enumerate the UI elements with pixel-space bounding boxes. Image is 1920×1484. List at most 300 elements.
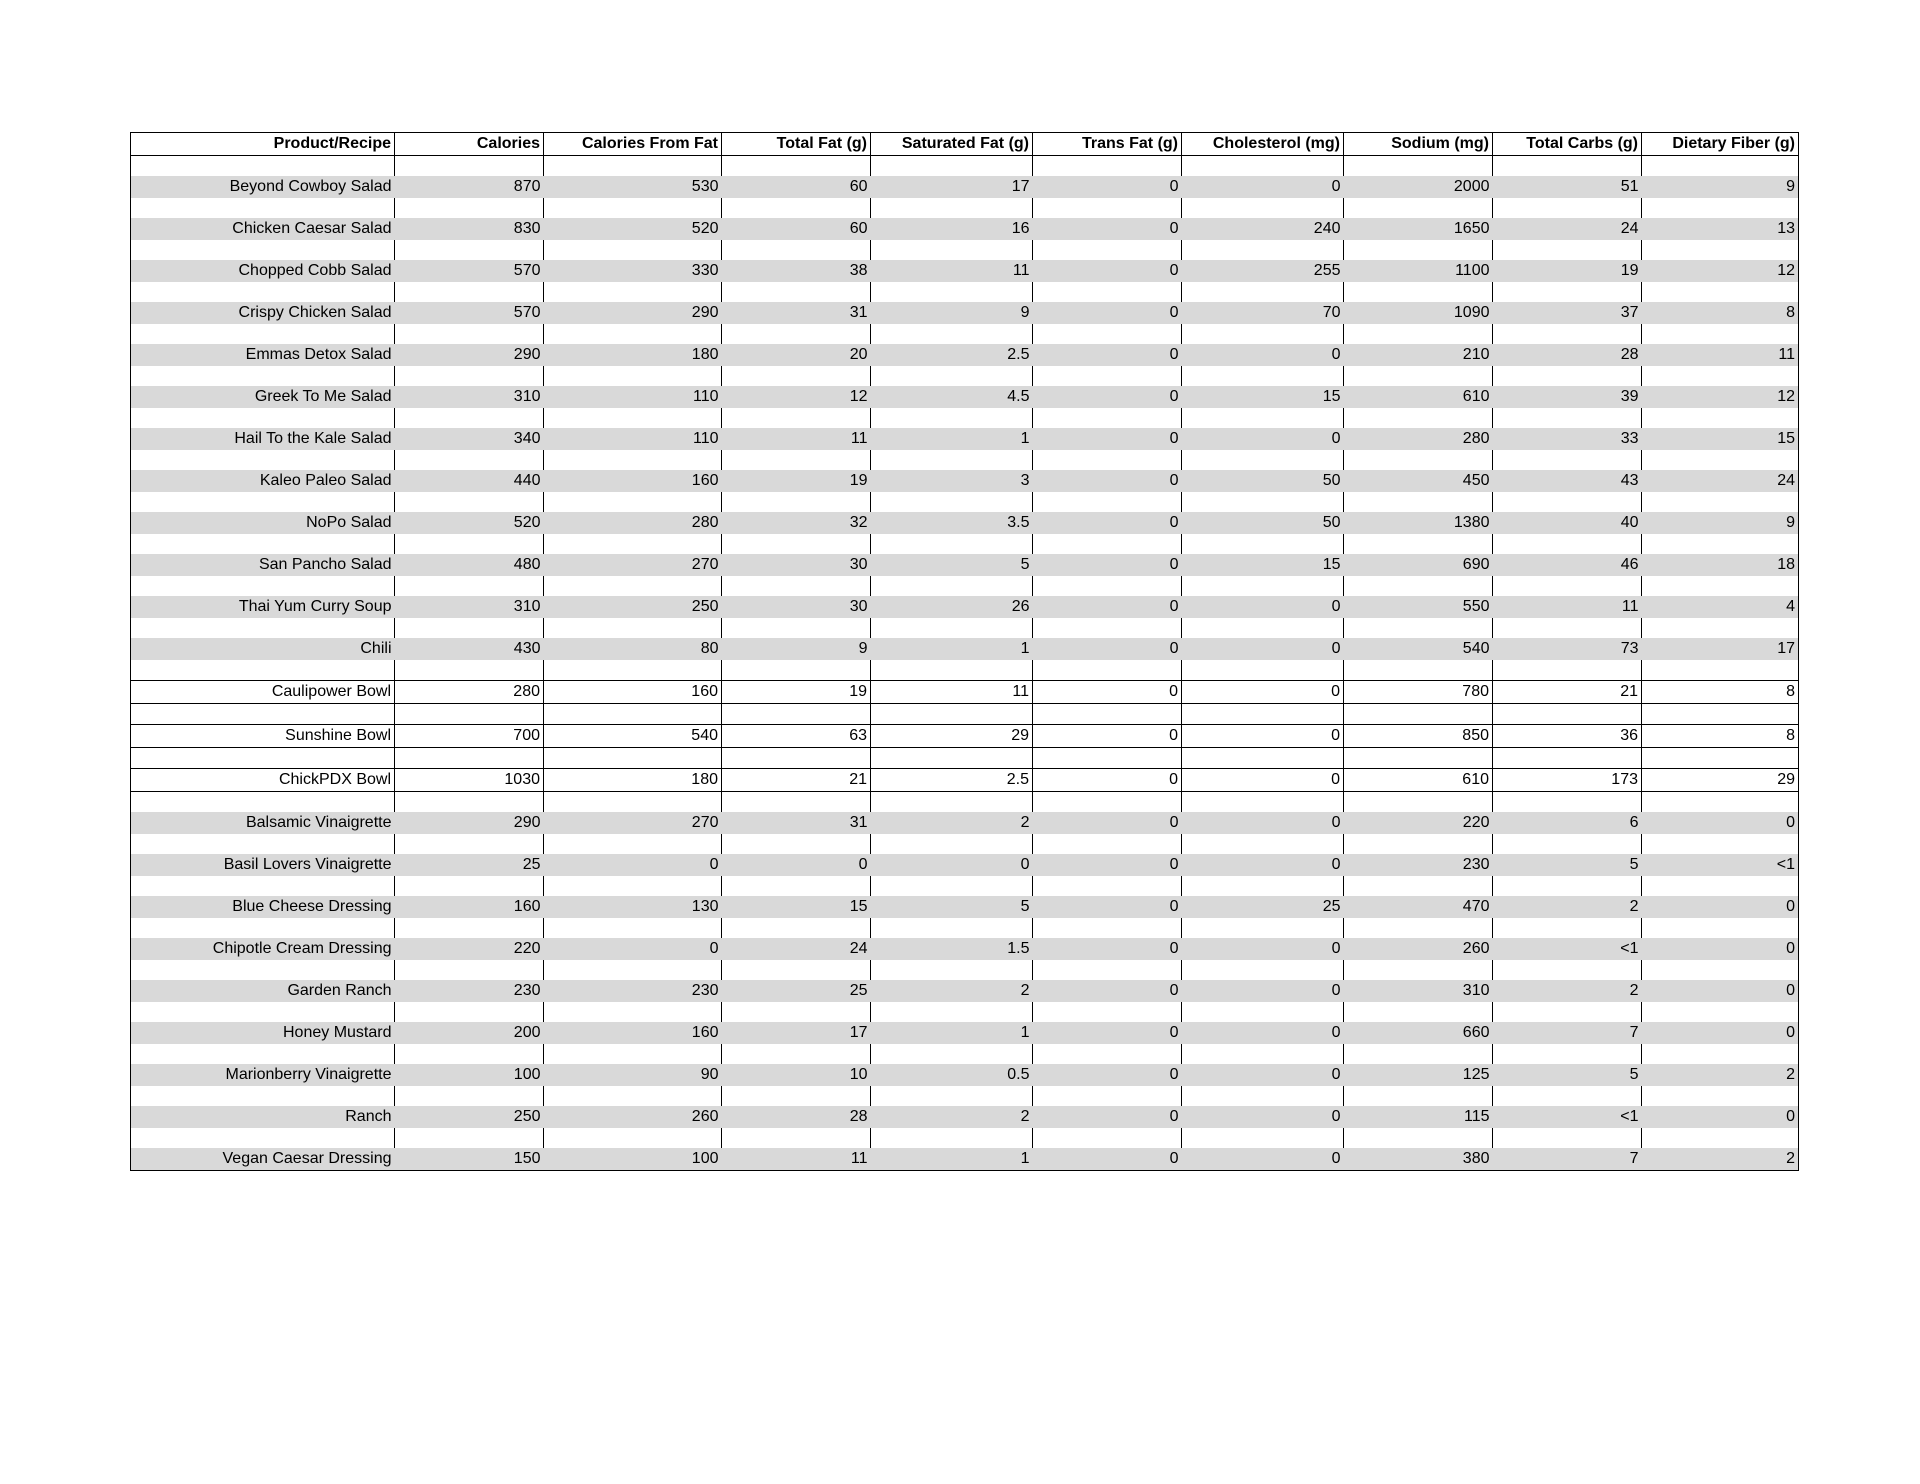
value-cell: 130 bbox=[544, 896, 722, 918]
row-spacer bbox=[131, 198, 1799, 218]
row-spacer bbox=[131, 366, 1799, 386]
spacer-cell bbox=[1642, 960, 1799, 980]
value-cell: 90 bbox=[544, 1064, 722, 1086]
spacer-cell bbox=[131, 1086, 395, 1106]
product-name-cell: NoPo Salad bbox=[131, 512, 395, 534]
value-cell: 10 bbox=[722, 1064, 871, 1086]
row-spacer bbox=[131, 450, 1799, 470]
spacer-cell bbox=[1033, 324, 1182, 344]
value-cell: 9 bbox=[1642, 176, 1799, 198]
header-trans-fat: Trans Fat (g) bbox=[1033, 133, 1182, 156]
value-cell: 255 bbox=[1182, 260, 1344, 282]
spacer-cell bbox=[722, 1086, 871, 1106]
value-cell: 19 bbox=[722, 470, 871, 492]
nutrition-table bbox=[130, 132, 1799, 1171]
row-spacer bbox=[131, 704, 1799, 725]
product-name-cell: Hail To the Kale Salad bbox=[131, 428, 395, 450]
spacer-cell bbox=[131, 534, 395, 554]
value-cell: 43 bbox=[1493, 470, 1642, 492]
value-cell: 380 bbox=[1344, 1148, 1493, 1171]
spacer-cell bbox=[131, 748, 395, 769]
value-cell: 570 bbox=[395, 302, 544, 324]
spacer-cell bbox=[1493, 1086, 1642, 1106]
spacer-cell bbox=[1344, 156, 1493, 177]
spacer-cell bbox=[1493, 704, 1642, 725]
spacer-cell bbox=[871, 156, 1033, 177]
table-row bbox=[131, 344, 1799, 366]
value-cell: 0 bbox=[1182, 428, 1344, 450]
spacer-cell bbox=[1182, 1086, 1344, 1106]
value-cell: 6 bbox=[1493, 812, 1642, 834]
spacer-cell bbox=[1493, 918, 1642, 938]
spacer-cell bbox=[871, 576, 1033, 596]
spacer-cell bbox=[722, 660, 871, 681]
product-name-cell: Blue Cheese Dressing bbox=[131, 896, 395, 918]
spacer-cell bbox=[1493, 1128, 1642, 1148]
product-name-cell: Beyond Cowboy Salad bbox=[131, 176, 395, 198]
spacer-cell bbox=[131, 408, 395, 428]
value-cell: 38 bbox=[722, 260, 871, 282]
value-cell: 17 bbox=[871, 176, 1033, 198]
spacer-cell bbox=[544, 876, 722, 896]
spacer-cell bbox=[1642, 918, 1799, 938]
spacer-cell bbox=[1642, 576, 1799, 596]
value-cell: 220 bbox=[1344, 812, 1493, 834]
value-cell: 30 bbox=[722, 554, 871, 576]
value-cell: 520 bbox=[544, 218, 722, 240]
spacer-cell bbox=[1033, 450, 1182, 470]
product-name-cell: Marionberry Vinaigrette bbox=[131, 1064, 395, 1086]
value-cell: 230 bbox=[395, 980, 544, 1002]
header-saturated-fat: Saturated Fat (g) bbox=[871, 133, 1033, 156]
spacer-cell bbox=[1344, 1086, 1493, 1106]
row-spacer bbox=[131, 1002, 1799, 1022]
value-cell: 280 bbox=[395, 681, 544, 704]
spacer-cell bbox=[1344, 324, 1493, 344]
value-cell: 28 bbox=[1493, 344, 1642, 366]
value-cell: 9 bbox=[1642, 512, 1799, 534]
product-name-cell: Kaleo Paleo Salad bbox=[131, 470, 395, 492]
spacer-cell bbox=[1344, 408, 1493, 428]
spacer-cell bbox=[1642, 792, 1799, 813]
spacer-cell bbox=[131, 918, 395, 938]
value-cell: 12 bbox=[722, 386, 871, 408]
row-spacer bbox=[131, 960, 1799, 980]
value-cell: 250 bbox=[544, 596, 722, 618]
value-cell: 0 bbox=[1033, 980, 1182, 1002]
table-row bbox=[131, 176, 1799, 198]
product-name-cell: Vegan Caesar Dressing bbox=[131, 1148, 395, 1171]
value-cell: 8 bbox=[1642, 725, 1799, 748]
spacer-cell bbox=[722, 492, 871, 512]
value-cell: 0 bbox=[1182, 1022, 1344, 1044]
product-name-cell: Honey Mustard bbox=[131, 1022, 395, 1044]
value-cell: 40 bbox=[1493, 512, 1642, 534]
value-cell: 17 bbox=[1642, 638, 1799, 660]
spacer-cell bbox=[1493, 156, 1642, 177]
value-cell: 0 bbox=[1033, 1106, 1182, 1128]
spacer-cell bbox=[395, 534, 544, 554]
value-cell: 180 bbox=[544, 344, 722, 366]
spacer-cell bbox=[1182, 240, 1344, 260]
value-cell: 11 bbox=[871, 681, 1033, 704]
value-cell: 230 bbox=[544, 980, 722, 1002]
value-cell: 0 bbox=[1033, 681, 1182, 704]
value-cell: 0 bbox=[544, 938, 722, 960]
spacer-cell bbox=[1033, 876, 1182, 896]
spacer-cell bbox=[131, 876, 395, 896]
spacer-cell bbox=[871, 240, 1033, 260]
table-row bbox=[131, 554, 1799, 576]
value-cell: <1 bbox=[1493, 938, 1642, 960]
spacer-cell bbox=[871, 1044, 1033, 1064]
spacer-cell bbox=[1182, 492, 1344, 512]
spacer-cell bbox=[1493, 792, 1642, 813]
value-cell: 160 bbox=[544, 681, 722, 704]
value-cell: 5 bbox=[871, 896, 1033, 918]
value-cell: 290 bbox=[544, 302, 722, 324]
value-cell: 1100 bbox=[1344, 260, 1493, 282]
value-cell: 2000 bbox=[1344, 176, 1493, 198]
spacer-cell bbox=[131, 156, 395, 177]
spacer-cell bbox=[1033, 366, 1182, 386]
value-cell: 8 bbox=[1642, 302, 1799, 324]
value-cell: 660 bbox=[1344, 1022, 1493, 1044]
value-cell: 700 bbox=[395, 725, 544, 748]
spacer-cell bbox=[722, 156, 871, 177]
value-cell: 28 bbox=[722, 1106, 871, 1128]
value-cell: 280 bbox=[544, 512, 722, 534]
value-cell: 160 bbox=[395, 896, 544, 918]
value-cell: 15 bbox=[722, 896, 871, 918]
header-cholesterol: Cholesterol (mg) bbox=[1182, 133, 1344, 156]
spacer-cell bbox=[1642, 1128, 1799, 1148]
value-cell: 173 bbox=[1493, 769, 1642, 792]
spacer-cell bbox=[1182, 156, 1344, 177]
value-cell: 210 bbox=[1344, 344, 1493, 366]
header-sodium: Sodium (mg) bbox=[1344, 133, 1493, 156]
value-cell: 0 bbox=[1033, 470, 1182, 492]
spacer-cell bbox=[1344, 918, 1493, 938]
spacer-cell bbox=[1344, 748, 1493, 769]
spacer-cell bbox=[1182, 1044, 1344, 1064]
spacer-cell bbox=[1642, 324, 1799, 344]
nutrition-sheet bbox=[130, 132, 1798, 1171]
value-cell: 310 bbox=[395, 386, 544, 408]
spacer-cell bbox=[544, 156, 722, 177]
spacer-cell bbox=[1642, 240, 1799, 260]
spacer-cell bbox=[722, 748, 871, 769]
value-cell: 7 bbox=[1493, 1022, 1642, 1044]
value-cell: 7 bbox=[1493, 1148, 1642, 1171]
spacer-cell bbox=[1033, 960, 1182, 980]
spacer-cell bbox=[871, 324, 1033, 344]
value-cell: 0 bbox=[1033, 344, 1182, 366]
value-cell: 31 bbox=[722, 302, 871, 324]
spacer-cell bbox=[722, 834, 871, 854]
product-name-cell: Balsamic Vinaigrette bbox=[131, 812, 395, 834]
row-spacer bbox=[131, 660, 1799, 681]
value-cell: 4.5 bbox=[871, 386, 1033, 408]
spacer-cell bbox=[1642, 876, 1799, 896]
value-cell: 280 bbox=[1344, 428, 1493, 450]
spacer-cell bbox=[131, 576, 395, 596]
spacer-cell bbox=[871, 660, 1033, 681]
spacer-cell bbox=[1493, 492, 1642, 512]
value-cell: 15 bbox=[1182, 386, 1344, 408]
value-cell: 310 bbox=[1344, 980, 1493, 1002]
value-cell: 1380 bbox=[1344, 512, 1493, 534]
value-cell: 200 bbox=[395, 1022, 544, 1044]
spacer-cell bbox=[871, 748, 1033, 769]
spacer-cell bbox=[395, 408, 544, 428]
spacer-cell bbox=[871, 834, 1033, 854]
spacer-cell bbox=[1642, 660, 1799, 681]
spacer-cell bbox=[871, 1002, 1033, 1022]
spacer-cell bbox=[722, 198, 871, 218]
value-cell: 2 bbox=[871, 812, 1033, 834]
value-cell: 0 bbox=[1182, 681, 1344, 704]
value-cell: 610 bbox=[1344, 386, 1493, 408]
value-cell: 15 bbox=[1182, 554, 1344, 576]
value-cell: 0 bbox=[1033, 218, 1182, 240]
spacer-cell bbox=[1182, 1002, 1344, 1022]
spacer-cell bbox=[544, 618, 722, 638]
spacer-cell bbox=[131, 618, 395, 638]
table-row bbox=[131, 854, 1799, 876]
spacer-cell bbox=[1344, 450, 1493, 470]
value-cell: 4 bbox=[1642, 596, 1799, 618]
value-cell: 0 bbox=[1642, 1022, 1799, 1044]
value-cell: 73 bbox=[1493, 638, 1642, 660]
value-cell: 690 bbox=[1344, 554, 1493, 576]
spacer-cell bbox=[1493, 960, 1642, 980]
table-row bbox=[131, 1022, 1799, 1044]
header-total-carbs: Total Carbs (g) bbox=[1493, 133, 1642, 156]
spacer-cell bbox=[131, 1002, 395, 1022]
spacer-cell bbox=[1493, 534, 1642, 554]
value-cell: 150 bbox=[395, 1148, 544, 1171]
row-spacer bbox=[131, 1044, 1799, 1064]
row-spacer bbox=[131, 876, 1799, 896]
value-cell: 11 bbox=[1642, 344, 1799, 366]
spacer-cell bbox=[395, 240, 544, 260]
spacer-cell bbox=[131, 198, 395, 218]
spacer-cell bbox=[544, 1086, 722, 1106]
row-spacer bbox=[131, 618, 1799, 638]
spacer-cell bbox=[1033, 534, 1182, 554]
value-cell: 260 bbox=[544, 1106, 722, 1128]
value-cell: 0.5 bbox=[871, 1064, 1033, 1086]
spacer-cell bbox=[131, 324, 395, 344]
product-name-cell: Emmas Detox Salad bbox=[131, 344, 395, 366]
value-cell: <1 bbox=[1642, 854, 1799, 876]
table-row bbox=[131, 302, 1799, 324]
value-cell: 0 bbox=[1182, 854, 1344, 876]
spacer-cell bbox=[544, 1002, 722, 1022]
value-cell: 0 bbox=[1182, 938, 1344, 960]
value-cell: 0 bbox=[1182, 1106, 1344, 1128]
value-cell: 19 bbox=[722, 681, 871, 704]
spacer-cell bbox=[1493, 366, 1642, 386]
header-product-recipe: Product/Recipe bbox=[131, 133, 395, 156]
table-row bbox=[131, 896, 1799, 918]
value-cell: 100 bbox=[544, 1148, 722, 1171]
spacer-cell bbox=[1642, 748, 1799, 769]
spacer-cell bbox=[1344, 960, 1493, 980]
value-cell: 9 bbox=[722, 638, 871, 660]
value-cell: 51 bbox=[1493, 176, 1642, 198]
value-cell: 2.5 bbox=[871, 769, 1033, 792]
value-cell: 310 bbox=[395, 596, 544, 618]
row-spacer bbox=[131, 156, 1799, 177]
spacer-cell bbox=[395, 792, 544, 813]
product-name-cell: Chipotle Cream Dressing bbox=[131, 938, 395, 960]
value-cell: 250 bbox=[395, 1106, 544, 1128]
value-cell: 36 bbox=[1493, 725, 1642, 748]
spacer-cell bbox=[1642, 156, 1799, 177]
spacer-cell bbox=[131, 660, 395, 681]
value-cell: 570 bbox=[395, 260, 544, 282]
spacer-cell bbox=[1642, 282, 1799, 302]
spacer-cell bbox=[1344, 660, 1493, 681]
value-cell: 520 bbox=[395, 512, 544, 534]
value-cell: 1 bbox=[871, 428, 1033, 450]
spacer-cell bbox=[722, 408, 871, 428]
spacer-cell bbox=[1033, 834, 1182, 854]
spacer-cell bbox=[871, 1128, 1033, 1148]
spacer-cell bbox=[395, 1128, 544, 1148]
table-row bbox=[131, 980, 1799, 1002]
value-cell: 0 bbox=[1642, 980, 1799, 1002]
table-row bbox=[131, 638, 1799, 660]
value-cell: 830 bbox=[395, 218, 544, 240]
value-cell: 3.5 bbox=[871, 512, 1033, 534]
spacer-cell bbox=[1642, 408, 1799, 428]
value-cell: 5 bbox=[1493, 1064, 1642, 1086]
spacer-cell bbox=[1493, 450, 1642, 470]
spacer-cell bbox=[395, 576, 544, 596]
spacer-cell bbox=[1033, 704, 1182, 725]
spacer-cell bbox=[1033, 618, 1182, 638]
spacer-cell bbox=[722, 450, 871, 470]
value-cell: 260 bbox=[1344, 938, 1493, 960]
value-cell: 11 bbox=[722, 428, 871, 450]
table-header bbox=[131, 133, 1799, 156]
value-cell: 180 bbox=[544, 769, 722, 792]
spacer-cell bbox=[1493, 1002, 1642, 1022]
value-cell: 2.5 bbox=[871, 344, 1033, 366]
spacer-cell bbox=[131, 282, 395, 302]
value-cell: 430 bbox=[395, 638, 544, 660]
spacer-cell bbox=[722, 366, 871, 386]
spacer-cell bbox=[1642, 834, 1799, 854]
spacer-cell bbox=[1344, 1044, 1493, 1064]
spacer-cell bbox=[131, 704, 395, 725]
header-calories-from-fat: Calories From Fat bbox=[544, 133, 722, 156]
spacer-cell bbox=[1493, 876, 1642, 896]
value-cell: 0 bbox=[1182, 596, 1344, 618]
spacer-cell bbox=[1642, 1002, 1799, 1022]
spacer-cell bbox=[1182, 834, 1344, 854]
spacer-cell bbox=[1642, 1044, 1799, 1064]
value-cell: 0 bbox=[1033, 302, 1182, 324]
spacer-cell bbox=[1642, 450, 1799, 470]
product-name-cell: Ranch bbox=[131, 1106, 395, 1128]
table-row bbox=[131, 470, 1799, 492]
spacer-cell bbox=[544, 792, 722, 813]
spacer-cell bbox=[544, 1044, 722, 1064]
spacer-cell bbox=[544, 240, 722, 260]
spacer-cell bbox=[1033, 918, 1182, 938]
spacer-cell bbox=[544, 324, 722, 344]
spacer-cell bbox=[1182, 618, 1344, 638]
value-cell: 9 bbox=[871, 302, 1033, 324]
spacer-cell bbox=[395, 660, 544, 681]
value-cell: 80 bbox=[544, 638, 722, 660]
value-cell: 1 bbox=[871, 1022, 1033, 1044]
value-cell: 160 bbox=[544, 470, 722, 492]
value-cell: 0 bbox=[544, 854, 722, 876]
value-cell: 20 bbox=[722, 344, 871, 366]
spacer-cell bbox=[131, 450, 395, 470]
spacer-cell bbox=[1642, 704, 1799, 725]
spacer-cell bbox=[544, 282, 722, 302]
spacer-cell bbox=[1344, 198, 1493, 218]
value-cell: 0 bbox=[1033, 854, 1182, 876]
row-spacer bbox=[131, 324, 1799, 344]
row-spacer bbox=[131, 534, 1799, 554]
product-name-cell: Basil Lovers Vinaigrette bbox=[131, 854, 395, 876]
value-cell: 290 bbox=[395, 812, 544, 834]
spacer-cell bbox=[1493, 618, 1642, 638]
spacer-cell bbox=[1344, 1128, 1493, 1148]
row-spacer bbox=[131, 834, 1799, 854]
spacer-cell bbox=[1033, 156, 1182, 177]
value-cell: 25 bbox=[395, 854, 544, 876]
spacer-cell bbox=[1182, 408, 1344, 428]
value-cell: 2 bbox=[871, 980, 1033, 1002]
spacer-cell bbox=[1182, 748, 1344, 769]
spacer-cell bbox=[1033, 1044, 1182, 1064]
table-row bbox=[131, 938, 1799, 960]
value-cell: 25 bbox=[722, 980, 871, 1002]
spacer-cell bbox=[395, 282, 544, 302]
value-cell: 26 bbox=[871, 596, 1033, 618]
value-cell: 24 bbox=[1493, 218, 1642, 240]
spacer-cell bbox=[544, 450, 722, 470]
spacer-cell bbox=[395, 704, 544, 725]
spacer-cell bbox=[395, 1044, 544, 1064]
spacer-cell bbox=[722, 240, 871, 260]
spacer-cell bbox=[1493, 748, 1642, 769]
product-name-cell: Garden Ranch bbox=[131, 980, 395, 1002]
spacer-cell bbox=[871, 534, 1033, 554]
spacer-cell bbox=[395, 748, 544, 769]
value-cell: 440 bbox=[395, 470, 544, 492]
spacer-cell bbox=[1642, 198, 1799, 218]
value-cell: 450 bbox=[1344, 470, 1493, 492]
value-cell: 270 bbox=[544, 812, 722, 834]
product-name-cell: Sunshine Bowl bbox=[131, 725, 395, 748]
value-cell: 1 bbox=[871, 1148, 1033, 1171]
spacer-cell bbox=[1493, 240, 1642, 260]
spacer-cell bbox=[544, 1128, 722, 1148]
value-cell: 0 bbox=[1033, 638, 1182, 660]
spacer-cell bbox=[1344, 366, 1493, 386]
spacer-cell bbox=[1493, 1044, 1642, 1064]
spacer-cell bbox=[1182, 366, 1344, 386]
